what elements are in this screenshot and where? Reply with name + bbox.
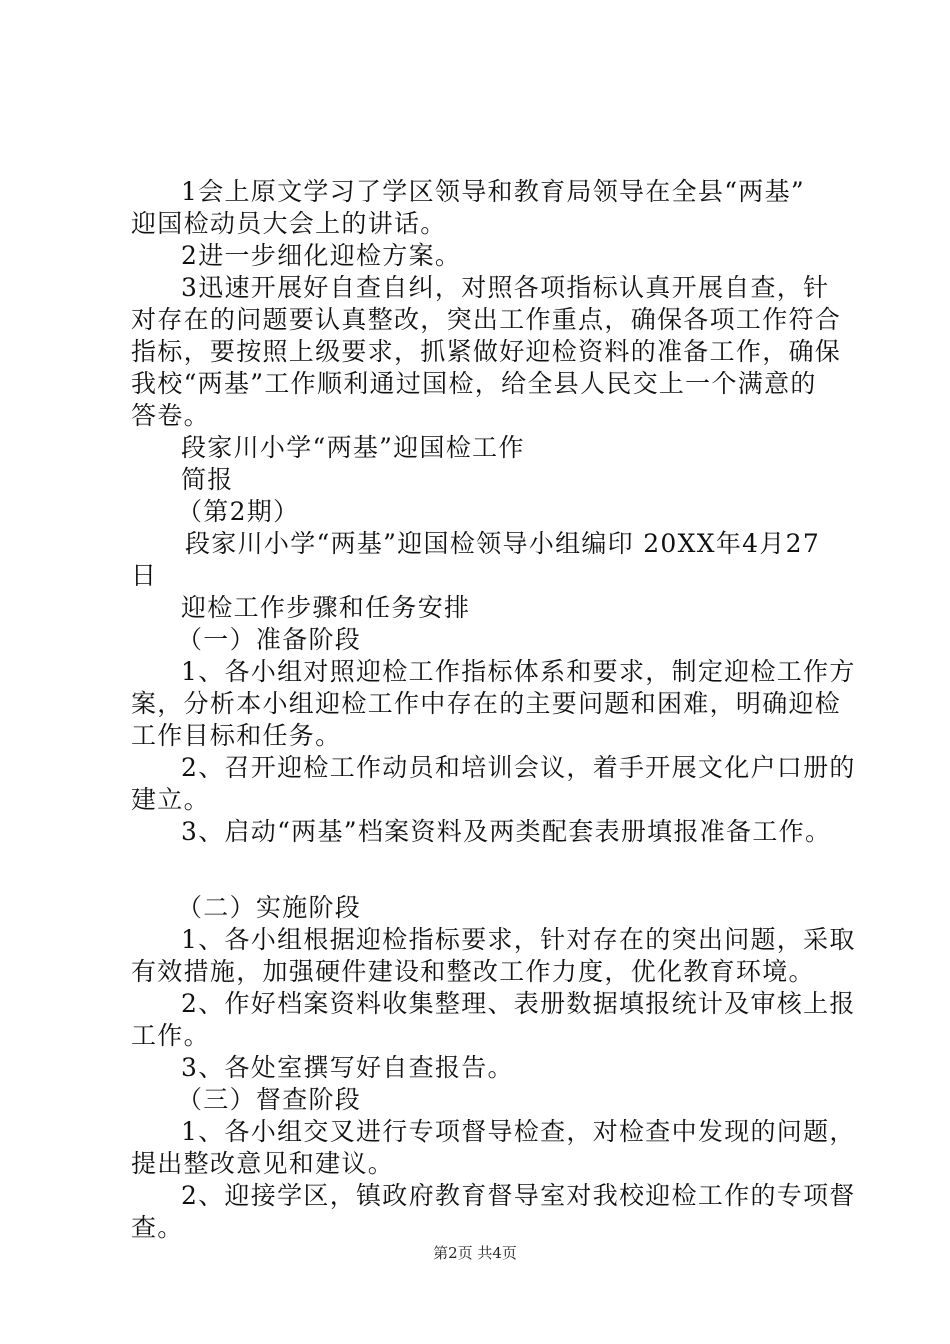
- paragraph-line: 案，分析本小组迎检工作中存在的主要问题和困难，明确迎检: [131, 689, 842, 718]
- section-heading: 迎检工作步骤和任务安排: [181, 593, 471, 622]
- paragraph-line: 答卷。: [131, 401, 210, 430]
- paragraph-line: 1会上原文学习了学区领导和教育局领导在全县“两基”: [181, 177, 805, 206]
- page-footer: 第2页 共4页: [433, 1244, 517, 1262]
- stage-heading: （三）督查阶段: [177, 1085, 362, 1114]
- paragraph-line: 对存在的问题要认真整改，突出工作重点，确保各项工作符合: [131, 305, 842, 334]
- publisher-line: 段家川小学“两基”迎国检领导小组编印 20XX年4月27: [185, 529, 821, 558]
- bulletin-title: 段家川小学“两基”迎国检工作: [181, 433, 525, 462]
- paragraph-line: 查。: [131, 1213, 184, 1242]
- paragraph-line: 迎国检动员大会上的讲话。: [131, 209, 447, 238]
- paragraph-line: 2进一步细化迎检方案。: [181, 241, 462, 270]
- paragraph-line: 1、各小组根据迎检指标要求，针对存在的突出问题，采取: [181, 925, 856, 954]
- issue-number: （第2期）: [177, 497, 300, 526]
- paragraph-line: 有效措施，加强硬件建设和整改工作力度，优化教育环境。: [131, 957, 815, 986]
- stage-heading: （二）实施阶段: [177, 893, 362, 922]
- paragraph-line: 3、各处室撰写好自查报告。: [181, 1053, 514, 1082]
- paragraph-line: 2、作好档案资料收集整理、表册数据填报统计及审核上报: [181, 989, 856, 1018]
- paragraph-line: 建立。: [131, 785, 210, 814]
- paragraph-line: 3迅速开展好自查自纠，对照各项指标认真开展自查，针: [181, 273, 830, 302]
- paragraph-line: 提出整改意见和建议。: [131, 1149, 395, 1178]
- stage-heading: （一）准备阶段: [177, 625, 362, 654]
- paragraph-line: 1、各小组交叉进行专项督导检查，对检查中发现的问题，: [181, 1117, 856, 1146]
- blank-line: [131, 848, 831, 892]
- paragraph-line: 工作。: [131, 1021, 210, 1050]
- publisher-line-cont: 日: [131, 561, 158, 590]
- paragraph-line: 我校“两基”工作顺利通过国检，给全县人民交上一个满意的: [131, 369, 817, 398]
- paragraph-line: 指标，要按照上级要求，抓紧做好迎检资料的准备工作，确保: [131, 337, 842, 366]
- document-body: [131, 176, 856, 1244]
- paragraph-line: 2、迎接学区，镇政府教育督导室对我校迎检工作的专项督: [181, 1181, 856, 1210]
- paragraph-line: 2、召开迎检工作动员和培训会议，着手开展文化户口册的: [181, 753, 856, 782]
- paragraph-line: 工作目标和任务。: [131, 721, 342, 750]
- bulletin-subtitle: 简报: [181, 465, 234, 494]
- paragraph-line: 3、启动“两基”档案资料及两类配套表册填报准备工作。: [181, 817, 832, 846]
- paragraph-line: 1、各小组对照迎检工作指标体系和要求，制定迎检工作方: [181, 657, 856, 686]
